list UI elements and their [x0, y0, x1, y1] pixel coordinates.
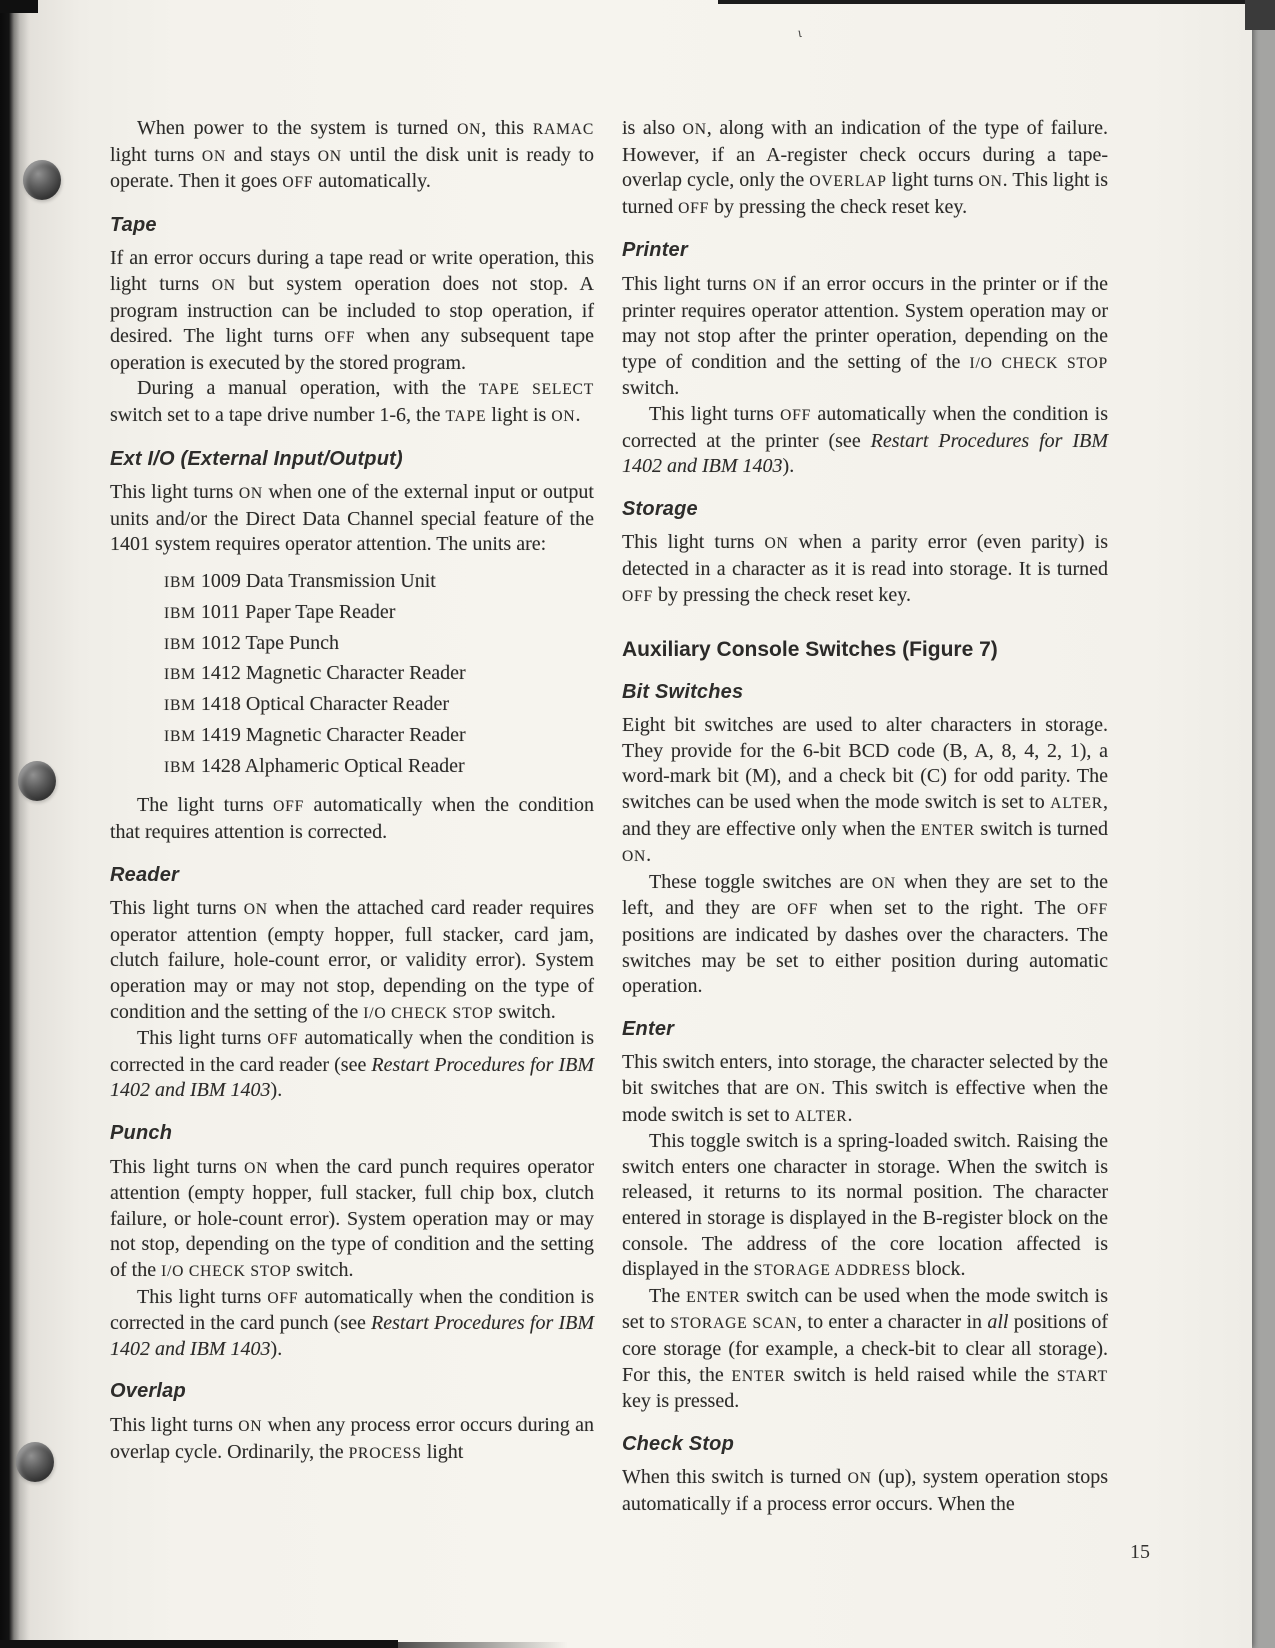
text-run: ).	[782, 455, 795, 478]
text-run: is also	[622, 117, 683, 139]
small-caps-run: ON	[551, 407, 576, 425]
small-caps-run: ON	[796, 1081, 821, 1098]
subheading-check-stop: Check Stop	[622, 1432, 735, 1455]
text-run: 1418 Optical Character Reader	[195, 693, 450, 716]
text-run: when they are set to the left, and they are	[622, 870, 1109, 920]
small-caps-run: OFF	[780, 406, 812, 424]
paragraph-printer-off	[622, 402, 1108, 480]
scan-artifact-mark: ι	[796, 25, 803, 42]
text-run: switch.	[622, 377, 680, 400]
paragraph-ramac-light	[110, 116, 594, 196]
subheading-reader: Reader	[110, 863, 180, 886]
text-run: 1428 Alphameric Optical Reader	[195, 754, 465, 777]
text-run: 1012 Tape Punch	[195, 631, 340, 654]
text-run: 1419 Magnetic Character Reader	[195, 723, 466, 746]
small-caps-run: ON	[978, 173, 1003, 191]
paragraph-enter-storage-scan	[622, 1284, 1108, 1415]
small-caps-run: IBM	[164, 758, 196, 776]
text-run: This switch enters, into storage, the character selected by the bit switches that are	[622, 1051, 1108, 1099]
subheading-bit-switches: Bit Switches	[622, 680, 744, 703]
text-run: light turns	[886, 169, 979, 192]
small-caps-run: TAPE SELECT	[478, 381, 594, 399]
text-run: During a manual operation, with the	[137, 377, 479, 400]
page-bottom-edge	[0, 1640, 398, 1648]
text-run: This light turns	[110, 897, 244, 920]
small-caps-run: ON	[871, 874, 896, 892]
small-caps-run: ON	[752, 276, 777, 294]
top-right-corner-shadow	[1245, 0, 1275, 30]
small-caps-run: ON	[238, 1417, 263, 1435]
small-caps-run: OFF	[622, 587, 653, 605]
small-caps-run: ON	[238, 485, 263, 503]
small-caps-run: IBM	[164, 697, 196, 715]
small-caps-run: OFF	[678, 199, 710, 217]
small-caps-run: I/O CHECK STOP	[363, 1004, 494, 1022]
small-caps-run: OFF	[267, 1289, 299, 1307]
italic-run: Restart Procedures for IBM 1402 and IBM 1403	[622, 429, 1108, 478]
text-run: ).	[270, 1079, 283, 1102]
text-run: (up), system operation stops automatically if a process error occurs. When the	[622, 1466, 1108, 1515]
page-top-edge	[718, 0, 1252, 4]
text-run: switch is held raised while the	[785, 1363, 1057, 1386]
paragraph-enter	[622, 1050, 1108, 1129]
paragraph-overlap-continued	[622, 116, 1108, 221]
text-run: . This switch is effective when the mode switch is set to	[622, 1077, 1108, 1126]
small-caps-run: IBM	[164, 635, 196, 653]
text-run: The	[649, 1284, 687, 1307]
paragraph-check-stop	[622, 1465, 1108, 1517]
small-caps-run: STORAGE SCAN	[670, 1315, 798, 1333]
paragraph-bit-switches-toggle	[622, 870, 1108, 1000]
text-run: This light turns	[622, 272, 753, 295]
small-caps-run: OFF	[267, 1031, 299, 1049]
unit-list-item	[164, 567, 594, 598]
text-run: light	[421, 1440, 464, 1463]
small-caps-run: IBM	[164, 727, 196, 745]
text-run: 1011 Paper Tape Reader	[195, 600, 396, 623]
small-caps-run: ON	[243, 901, 268, 919]
text-run: when one of the external input or output units and/or the Direct Data Channel special feature of the 1401 system requires operator attention. The units are:	[110, 481, 594, 556]
text-run: switch.	[493, 1000, 556, 1023]
small-caps-run: ENTER	[686, 1288, 741, 1306]
text-run: and stays	[226, 143, 318, 166]
spine-top-corner-shadow	[0, 0, 38, 13]
small-caps-run: ON	[764, 535, 789, 553]
text-run: This light turns	[649, 402, 781, 425]
text-run: .	[575, 403, 581, 426]
text-run: When power to the system is turned	[137, 117, 458, 139]
paragraph-punch	[110, 1155, 594, 1285]
text-run: , along with an indication of the type of failure. However, if an A-register check occurs during a tape-overlap cycle, only the	[622, 117, 1108, 192]
text-run: . This light is turned	[622, 169, 1108, 218]
unit-list-item	[164, 598, 594, 629]
small-caps-run: STORAGE ADDRESS	[753, 1262, 912, 1280]
page-bottom-edge-fade	[398, 1642, 568, 1648]
paragraph-punch-off	[110, 1285, 594, 1363]
text-run: , and they are effective only when the	[622, 791, 1108, 840]
text-run: ).	[270, 1337, 283, 1360]
text-run: switch.	[291, 1258, 354, 1281]
right-column	[622, 116, 1108, 1518]
text-run: automatically.	[313, 170, 431, 193]
text-run: , to enter a character in	[797, 1311, 988, 1334]
text-run: key is pressed.	[622, 1390, 740, 1413]
small-caps-run: ON	[211, 276, 236, 294]
text-run: .	[847, 1103, 853, 1126]
small-caps-run: ALTER	[1050, 795, 1103, 813]
text-run: when any subsequent tape operation is executed by the stored program.	[110, 325, 594, 374]
small-caps-run: ENTER	[920, 821, 975, 839]
text-run: when set to the right. The	[818, 897, 1078, 920]
paragraph-ext-io	[110, 480, 594, 558]
small-caps-run: OFF	[282, 174, 314, 192]
small-caps-run: I/O CHECK STOP	[161, 1262, 292, 1280]
text-run: until the disk unit is ready to operate. Then it goes	[110, 143, 594, 193]
text-run: These toggle switches are	[649, 870, 872, 893]
unit-list-item	[164, 752, 594, 783]
text-run: light turns	[110, 143, 202, 166]
text-run: This light turns	[110, 481, 239, 504]
text-run: positions are indicated by dashes over the characters. The switches may be set to either position during automatic operation.	[622, 924, 1108, 998]
small-caps-run: ON	[622, 848, 647, 866]
subheading-ext-io: Ext I/O (External Input/Output)	[110, 447, 403, 470]
unit-list-item	[164, 659, 594, 690]
binder-hole	[23, 160, 61, 200]
paragraph-bit-switches	[622, 713, 1108, 870]
text-run: positions of core storage (for example, a check-bit to clear all storage). For this, the	[622, 1311, 1108, 1386]
text-run: if an error occurs in the printer or if the printer requires operator attention. System operation may or may not stop after the printer operation, depending on the type of condition and the setting of the	[622, 272, 1108, 373]
binder-hole	[18, 761, 56, 801]
text-run: This light turns	[622, 531, 765, 554]
text-run: automatically when the condition is corrected in the card punch (see	[110, 1285, 594, 1335]
text-run: when the attached card reader requires operator attention (empty hopper, full stacker, card jam, clutch failure, hole-count error, or validity error). System operation may or may not stop, depending on the type of condition and the setting of the	[110, 897, 594, 1023]
left-column	[110, 116, 594, 1466]
text-run: , this	[481, 117, 533, 139]
text-run: When this switch is turned	[622, 1466, 848, 1489]
small-caps-run: I/O CHECK STOP	[969, 354, 1109, 372]
text-run: This light turns	[137, 1285, 268, 1308]
small-caps-run: OVERLAP	[809, 173, 887, 191]
text-run: switch can be used when the mode switch is set to	[622, 1284, 1108, 1334]
text-run: block.	[911, 1258, 966, 1281]
text-run: when the card punch requires operator attention (empty hopper, full stacker, full chip box, clutch failure, or hole-count error). System operation may or may not stop, depending on the type of condition and the setting of the	[110, 1155, 594, 1281]
text-run: 1412 Magnetic Character Reader	[195, 662, 466, 685]
small-caps-run: ENTER	[731, 1367, 786, 1385]
small-caps-run: OFF	[1077, 901, 1108, 919]
text-run: by pressing the check reset key.	[652, 583, 912, 606]
small-caps-run: OFF	[273, 798, 305, 816]
text-run: automatically when the condition that requires attention is corrected.	[110, 794, 594, 844]
text-run: This light turns	[110, 1413, 239, 1436]
small-caps-run: PROCESS	[348, 1444, 422, 1462]
small-caps-run: ON	[244, 1159, 269, 1177]
paragraph-printer	[622, 272, 1108, 402]
text-run: automatically when the condition is corrected at the printer (see	[622, 402, 1108, 452]
paragraph-reader	[110, 896, 594, 1026]
text-run: switch is turned	[974, 817, 1108, 840]
text-run: light is	[486, 403, 552, 426]
small-caps-run: ON	[201, 147, 226, 165]
small-caps-run: ON	[847, 1470, 872, 1488]
text-run: 1009 Data Transmission Unit	[195, 569, 436, 592]
paragraph-enter-toggle	[622, 1129, 1108, 1284]
paragraph-tape-manual	[110, 376, 594, 429]
text-run: when a parity error (even parity) is detected in a character as it is read into storage. It is turned	[622, 531, 1108, 580]
text-run: This toggle switch is a spring-loaded switch. Raising the switch enters one character in storage. When the switch is released, it returns to its normal position. The character entered in storage is displayed in the B-register block on the console. The address of the core location affected is displayed in the	[622, 1130, 1108, 1281]
paragraph-reader-off	[110, 1026, 594, 1104]
subheading-storage: Storage	[622, 497, 698, 520]
italic-run: all	[987, 1311, 1009, 1334]
small-caps-run: OFF	[324, 329, 356, 347]
unit-list	[110, 567, 594, 783]
text-run: This light turns	[110, 1155, 245, 1178]
subheading-printer: Printer	[622, 239, 688, 262]
small-caps-run: ON	[317, 147, 342, 165]
section-heading-auxiliary-console-switches: Auxiliary Console Switches (Figure 7)	[622, 638, 998, 662]
small-caps-run: IBM	[164, 573, 196, 591]
italic-run: Restart Procedures for IBM 1402 and IBM 1403	[110, 1053, 594, 1102]
small-caps-run: ON	[682, 121, 707, 138]
text-run: but system operation does not stop. A program instruction can be included to stop operation, if desired. The light turns	[110, 272, 594, 348]
small-caps-run: TAPE	[445, 407, 487, 425]
book-spine-shadow	[0, 0, 30, 1648]
unit-list-item	[164, 690, 594, 721]
unit-list-item	[164, 629, 594, 660]
small-caps-run: START	[1056, 1367, 1108, 1385]
text-run: when any process error occurs during an overlap cycle. Ordinarily, the	[110, 1413, 594, 1463]
text-run: This light turns	[137, 1027, 268, 1050]
subheading-enter: Enter	[622, 1017, 675, 1040]
text-run: switch set to a tape drive number 1-6, the	[110, 403, 446, 426]
small-caps-run: ALTER	[794, 1107, 848, 1125]
small-caps-run: ON	[457, 121, 482, 138]
italic-run: Restart Procedures for IBM 1402 and IBM 1403	[110, 1312, 594, 1360]
text-run: by pressing the check reset key.	[709, 195, 968, 218]
subheading-tape: Tape	[110, 213, 157, 236]
text-run: If an error occurs during a tape read or write operation, this light turns	[110, 247, 594, 295]
unit-list-item	[164, 721, 594, 752]
subheading-punch: Punch	[110, 1122, 173, 1145]
small-caps-run: RAMAC	[532, 121, 594, 138]
binder-hole	[16, 1442, 54, 1482]
small-caps-run: IBM	[164, 604, 196, 622]
small-caps-run: OFF	[787, 901, 819, 919]
page-number: 15	[1130, 1541, 1150, 1563]
paragraph-tape	[110, 246, 594, 376]
small-caps-run: IBM	[164, 666, 196, 684]
text-run: automatically when the condition is corrected in the card reader (see	[110, 1027, 594, 1076]
paragraph-storage	[622, 530, 1108, 609]
text-run: Eight bit switches are used to alter characters in storage. They provide for the 6-bit BCD code (B, A, 8, 4, 2, 1), a word-mark bit (M), and a check bit (C) for odd parity. The switches can be used when the mode switch is set to	[622, 714, 1108, 814]
paragraph-overlap	[110, 1413, 594, 1466]
text-run: .	[646, 844, 652, 867]
paragraph-ext-io-off	[110, 793, 594, 845]
subheading-overlap: Overlap	[110, 1380, 186, 1403]
text-run: The light turns	[137, 794, 274, 817]
